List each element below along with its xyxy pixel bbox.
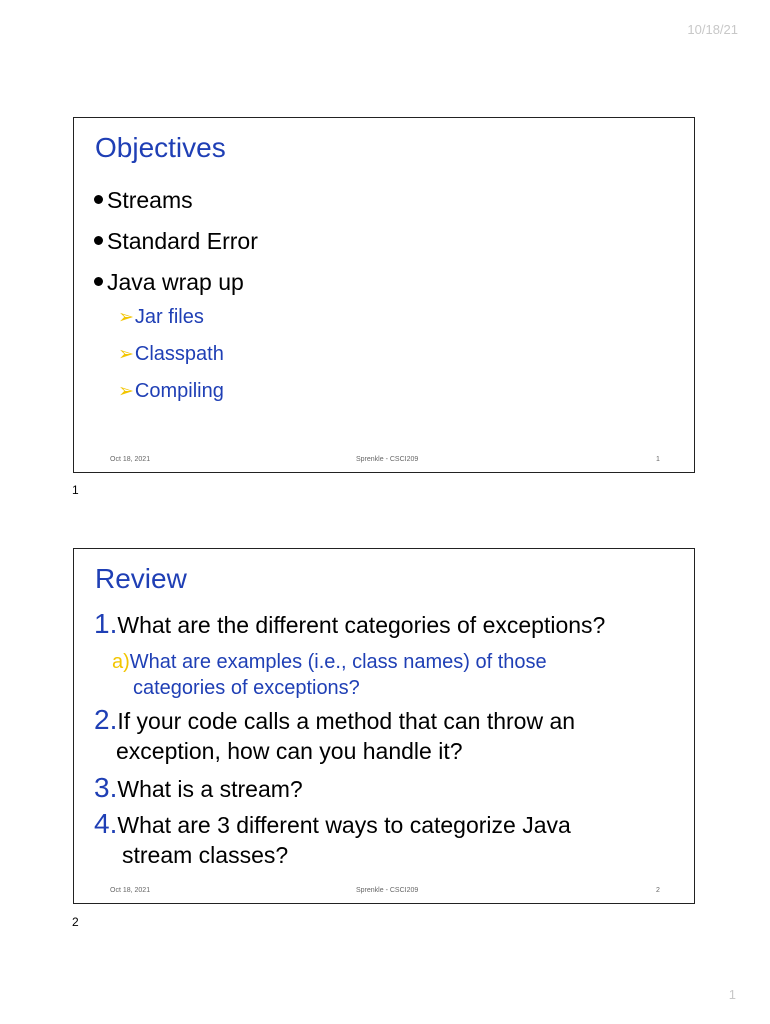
question-number: 4. (94, 808, 118, 839)
sub-bullet-item: ➢Jar files (118, 306, 204, 328)
sub-question-item: a)What are examples (i.e., class names) of those categories of exceptions? (112, 651, 547, 699)
bullet-dot-icon (94, 277, 103, 286)
question-number: 1. (94, 608, 118, 639)
arrow-bullet-icon: ➢ (118, 344, 134, 365)
slide-title: Review (95, 563, 187, 594)
sub-bullet-item: ➢Compiling (118, 380, 224, 402)
bullet-item: Standard Error (94, 221, 258, 262)
question-item: 2.If your code calls a method that can throw an exception, how can you handle it? (94, 704, 576, 764)
slide-footer-number: 2 (656, 887, 660, 894)
question-number: 2. (94, 704, 118, 735)
slide-footer-course: Sprenkle - CSCI209 (356, 456, 419, 463)
bullet-dot-icon (94, 236, 103, 245)
page-date: 10/18/21 (687, 22, 738, 37)
sub-question-label: a) (112, 651, 130, 673)
slide-footer-date: Oct 18, 2021 (110, 456, 151, 463)
slide-title: Objectives (95, 132, 226, 163)
slide-review (73, 548, 695, 904)
page-number: 1 (728, 987, 736, 1002)
bullet-item: Java wrap up (94, 262, 258, 303)
question-item: 3.What is a stream? (94, 772, 303, 803)
sub-bullet-item: ➢Classpath (118, 343, 224, 365)
slide-footer-number: 1 (656, 456, 660, 463)
sub-bullet-list (118, 299, 224, 410)
bullet-list (94, 180, 258, 303)
arrow-bullet-icon: ➢ (118, 307, 134, 328)
question-item: 4.What are 3 different ways to categorize Java stream classes? (94, 808, 571, 868)
question-number: 3. (94, 772, 118, 803)
slide-footer-course: Sprenkle - CSCI209 (356, 887, 419, 894)
bullet-item: Streams (94, 180, 258, 221)
slide-index: 1 (72, 483, 79, 497)
bullet-dot-icon (94, 195, 103, 204)
slide-objectives (73, 117, 695, 473)
arrow-bullet-icon: ➢ (118, 381, 134, 402)
slide-index: 2 (72, 915, 79, 929)
question-item: 1.What are the different categories of exceptions? (94, 608, 606, 639)
slide-footer-date: Oct 18, 2021 (110, 887, 151, 894)
